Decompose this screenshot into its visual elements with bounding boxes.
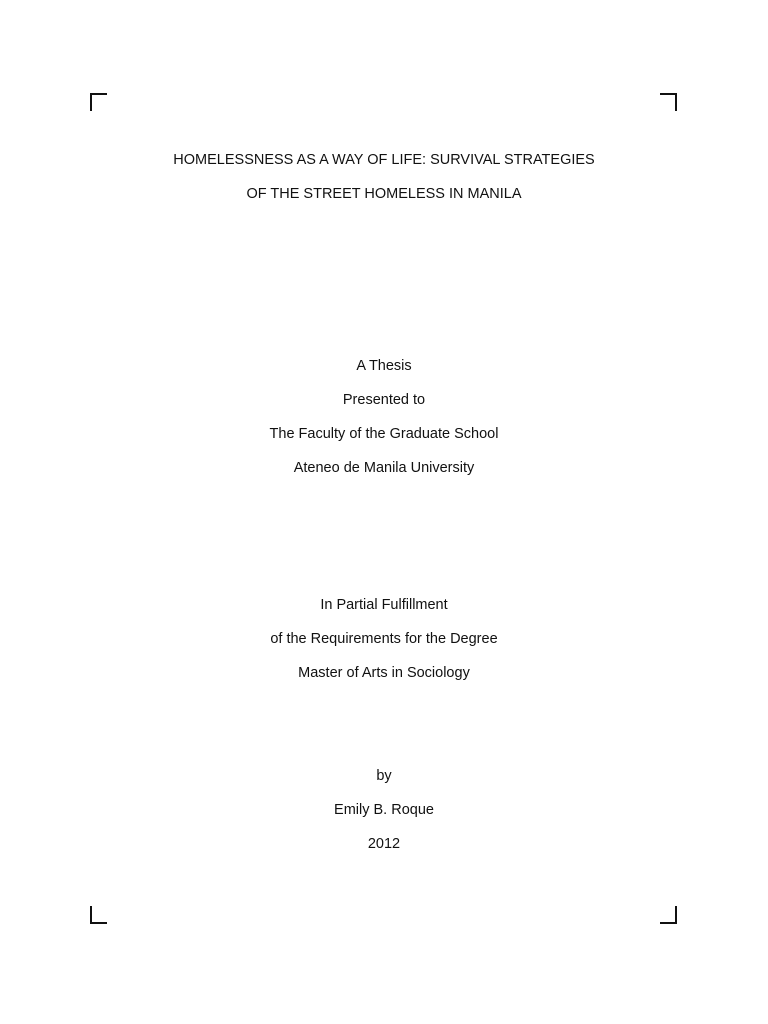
author-name: Emily B. Roque [334,802,434,818]
crop-mark-top-left [90,93,107,111]
thesis-title-line-2: OF THE STREET HOMELESS IN MANILA [246,186,522,202]
degree-name: Master of Arts in Sociology [298,665,470,681]
crop-mark-top-right [660,93,677,111]
by-label: by [376,768,392,784]
university-name: Ateneo de Manila University [293,460,475,476]
crop-mark-bottom-right [660,906,677,924]
fulfillment-line: In Partial Fulfillment [320,597,448,613]
thesis-title-line-1: HOMELESSNESS AS A WAY OF LIFE: SURVIVAL STRATEGIES [173,152,595,168]
requirements-line: of the Requirements for the Degree [270,631,498,647]
crop-mark-bottom-left [90,906,107,924]
presented-to: Presented to [342,392,426,408]
thesis-year: 2012 [367,836,401,852]
faculty-name: The Faculty of the Graduate School [269,426,499,442]
thesis-label: A Thesis [356,358,412,374]
